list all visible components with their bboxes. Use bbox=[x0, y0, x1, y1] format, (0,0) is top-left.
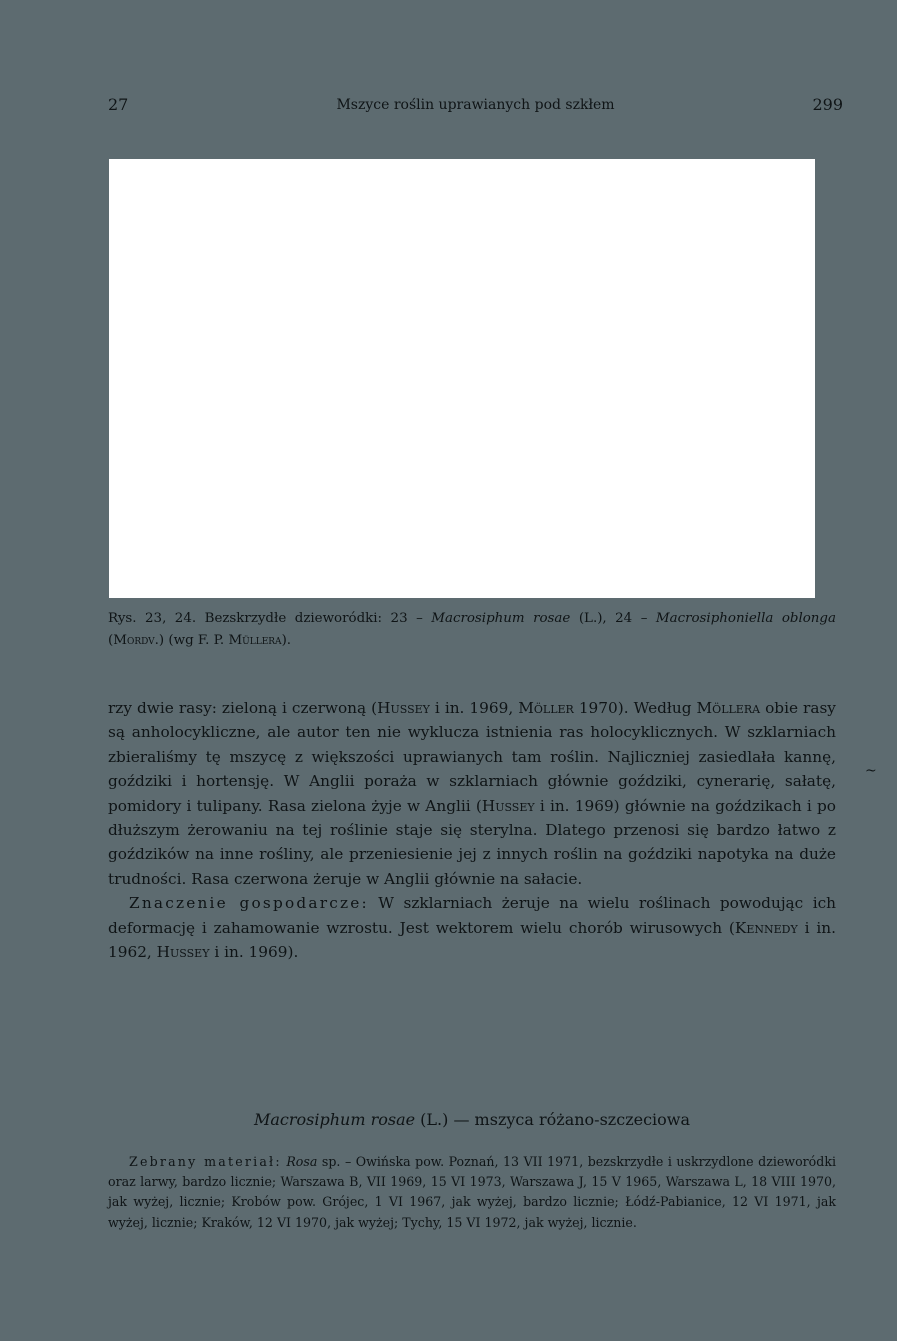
caption-species-2: Macrosiphoniella oblonga bbox=[655, 611, 836, 626]
page-number-right: 299 bbox=[812, 95, 843, 114]
page-number-left: 27 bbox=[108, 95, 129, 114]
caption-author-2-open: ( bbox=[108, 633, 114, 648]
section-author: (L.) bbox=[420, 1110, 449, 1129]
materials-text: sp. – Owińska pow. Poznań, 13 VII 1971, bezskrzydłe i uskrzydlone dzieworódki oraz larwy, bardzo licznie; Warszawa B, VII 1969, 15 VI 1973, Warszawa J, 15 V 1965, Warszawa L, 18 VIII 1970, jak wyżej, licznie; Krobów pow. Grójec, 1 VI 1967, jak wyżej, bardzo licznie; Łódź-Pabianice, 12 VI 1971, jak wyżej, licznie; Kraków, 12 VI 1970, jak wyżej; Tychy, 15 VI 1972, jak wyżej, licznie. bbox=[108, 1154, 836, 1230]
p2-text-c: i in. 1969). bbox=[214, 943, 299, 962]
caption-species-1: Macrosiphum rosae bbox=[431, 611, 571, 626]
materials-host: Rosa bbox=[286, 1154, 318, 1169]
citation-hussey-2: Hussey bbox=[481, 796, 535, 815]
p2-text-a: W szklarniach żeruje na wielu roślinach powodując ich deformację i zahamowanie wzrostu. Jest wektorem wielu chorób wirusowych ( bbox=[108, 894, 837, 937]
p1-text-a: rzy dwie rasy: zieloną i czerwoną ( bbox=[108, 699, 378, 717]
running-header bbox=[108, 95, 843, 119]
caption-close: ). bbox=[281, 633, 292, 648]
p1-text-d: obie rasy są anholocykliczne, ale autor ten nie wyklucza istnienia ras holocyklicznych. W szklarniach zbieraliśmy tę mszycę z większości uprawianych tam roślin. Najliczniej zasiedlała kannę, goździki i hortensję. W Anglii poraża w szklarniach głównie goździki, cynerarię, sałatę, pomidory i tulipany. Rasa zielona żyje w Anglii ( bbox=[108, 699, 836, 815]
p2-lead: Znaczenie gospodarcze: bbox=[129, 894, 369, 913]
citation-mollera: Möllera bbox=[696, 699, 761, 717]
figure-image-area bbox=[109, 159, 815, 598]
caption-text: Bezskrzydłe dzieworódki: 23 – bbox=[204, 611, 423, 626]
running-title: Mszyce roślin uprawianych pod szkłem bbox=[336, 97, 615, 113]
p1-text-c: 1970). Według bbox=[578, 699, 692, 717]
section-heading bbox=[108, 1110, 836, 1129]
citation-hussey: Hussey bbox=[377, 699, 430, 717]
paragraph-2 bbox=[108, 891, 836, 964]
p2-text-b: i in. 1962, bbox=[108, 918, 836, 962]
caption-source: Müllera bbox=[228, 633, 282, 648]
margin-dash: ~ bbox=[865, 763, 877, 779]
caption-author-1: (L.), 24 – bbox=[578, 611, 648, 626]
body-text bbox=[108, 696, 836, 964]
caption-label: Rys. 23, 24. bbox=[108, 611, 197, 626]
collected-material bbox=[108, 1152, 836, 1233]
caption-author-2-mid: ) (wg F. P. bbox=[158, 633, 225, 648]
section-species: Macrosiphum rosae bbox=[253, 1110, 416, 1129]
section-common-name: — mszyca różano-szczeciowa bbox=[453, 1110, 691, 1129]
caption-author-2: Mordv. bbox=[113, 633, 159, 648]
paragraph-1 bbox=[108, 696, 836, 891]
materials-lead: Zebrany materiał: bbox=[129, 1154, 282, 1169]
citation-moller: Möller bbox=[518, 699, 574, 717]
p1-text-b: i in. 1969, bbox=[434, 699, 514, 717]
citation-kennedy: Kennedy bbox=[734, 918, 798, 937]
p1-text-e: i in. 1969) głównie na goździkach i po dłuższym żerowaniu na tej roślinie staje się sterylna. Dlatego przenosi się bardzo łatwo z goździków na inne rośliny, ale przeniesienie jej z innych roślin na goździki napotyka na duże trudności. Rasa czerwona żeruje w Anglii głównie na sałacie. bbox=[108, 796, 836, 888]
figure-caption bbox=[108, 608, 836, 652]
citation-hussey-3: Hussey bbox=[156, 943, 210, 962]
